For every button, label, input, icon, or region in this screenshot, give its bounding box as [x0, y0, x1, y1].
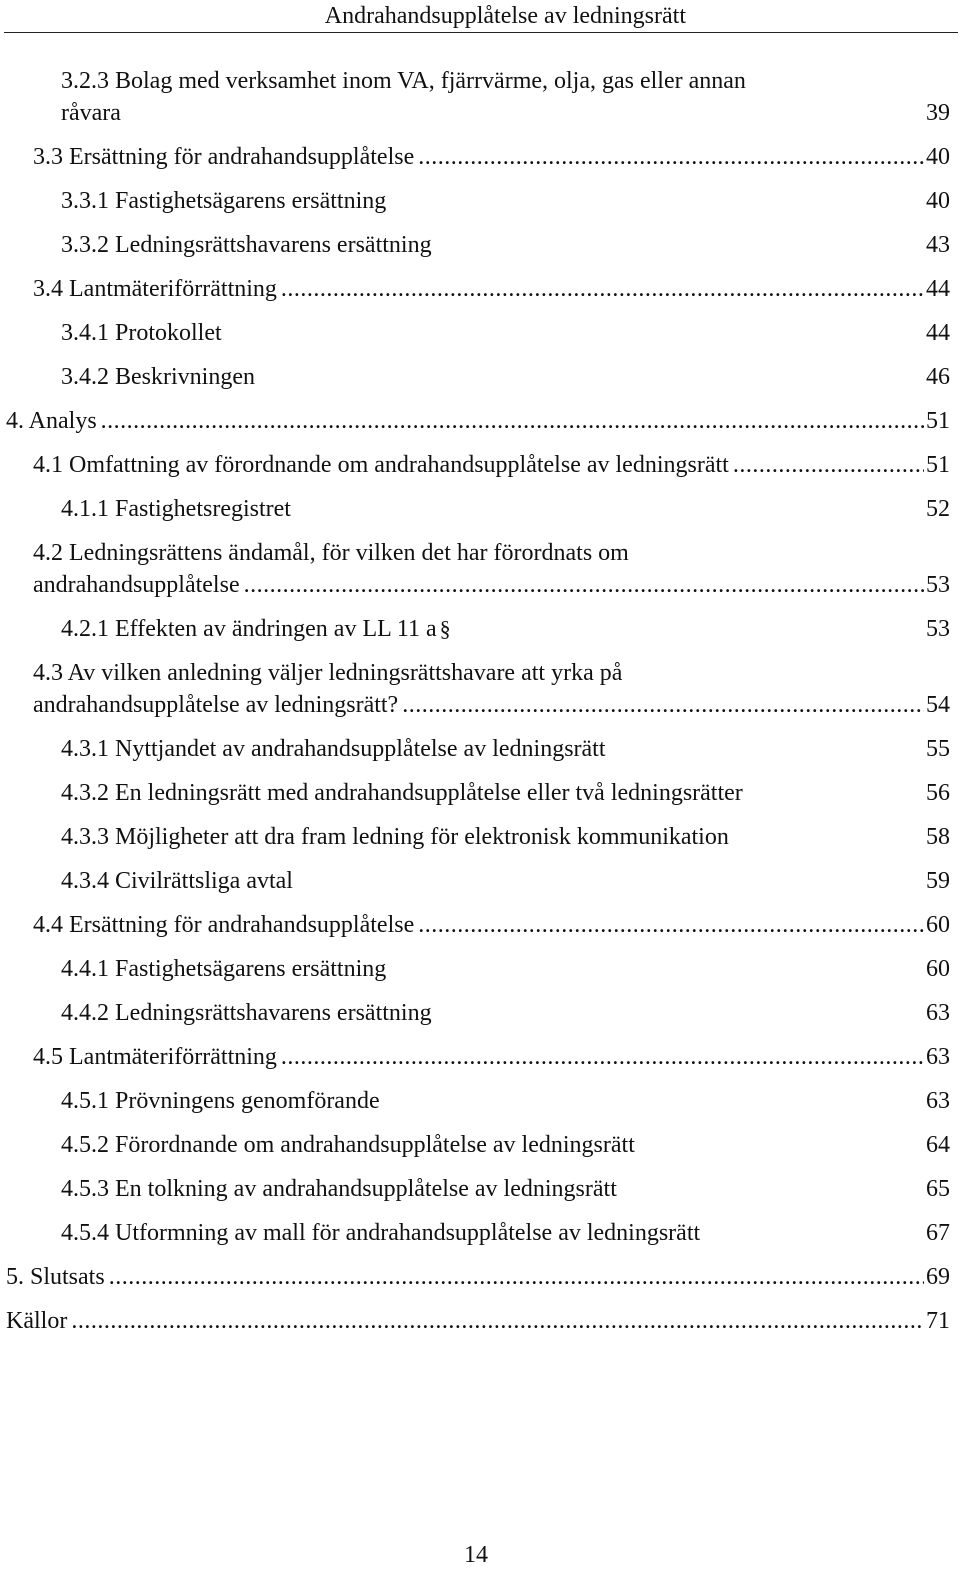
toc-entry-title-line2: andrahandsupplåtelse	[33, 572, 240, 598]
page-number: 14	[464, 1542, 488, 1568]
toc-entry-page: 58	[926, 824, 950, 850]
toc-leader-dots	[109, 1260, 924, 1294]
toc-entry[interactable]	[0, 1172, 960, 1206]
toc-leader-dots	[101, 404, 924, 438]
toc-entry[interactable]	[0, 228, 960, 262]
toc-entry-title: 3.2.3 Bolag med verksamhet inom VA, fjärrvärme, olja, gas eller annan	[61, 68, 746, 94]
toc-entry-page: 55	[926, 736, 950, 762]
toc-leader-dots	[281, 272, 924, 306]
toc-entry-page: 63	[926, 1044, 950, 1070]
toc-entry-title: 3.4.2 Beskrivningen	[61, 364, 255, 390]
toc-entry-title: 4.2.1 Effekten av ändringen av LL 11 a	[61, 616, 437, 642]
toc-entry-continuation[interactable]	[0, 568, 960, 602]
toc-entry-page: 53	[926, 572, 950, 598]
toc-entry-title: 4.4.2 Ledningsrättshavarens ersättning	[61, 1000, 432, 1026]
toc-entry-title: 4.5.2 Förordnande om andrahandsupplåtelse av ledningsrätt	[61, 1132, 635, 1158]
toc-entry[interactable]	[0, 864, 960, 898]
toc-entry[interactable]	[0, 64, 960, 98]
toc-entry-page: 67	[926, 1220, 950, 1246]
toc-entry[interactable]	[0, 448, 960, 482]
toc-entry-title: 4.3.4 Civilrättsliga avtal	[61, 868, 293, 894]
toc-entry-page: 64	[926, 1132, 950, 1158]
toc-entry-title: Källor	[6, 1308, 68, 1334]
toc-entry-page: 59	[926, 868, 950, 894]
toc-entry-page: 71	[926, 1308, 950, 1334]
toc-entry[interactable]	[0, 952, 960, 986]
toc-entry-page: 54	[926, 692, 950, 718]
toc-entry-title: 3.4 Lantmäteriförrättning	[33, 276, 277, 302]
toc-entry-page: 53	[926, 616, 950, 642]
toc-entry-title: 4.3 Av vilken anledning väljer ledningsrättshavare att yrka på	[33, 660, 623, 686]
toc-entry-title: 4.3.3 Möjligheter att dra fram ledning för elektronisk kommunikation	[61, 824, 729, 850]
toc-entry-continuation[interactable]	[0, 96, 960, 130]
toc-entry-title: 5. Slutsats	[6, 1264, 105, 1290]
toc-entry-title: 4.5 Lantmäteriförrättning	[33, 1044, 277, 1070]
toc-entry-continuation[interactable]	[0, 688, 960, 722]
toc-entry-title: 4.5.4 Utformning av mall för andrahandsupplåtelse av ledningsrätt	[61, 1220, 701, 1246]
toc-entry[interactable]	[0, 316, 960, 350]
toc-entry[interactable]	[0, 1040, 960, 1074]
toc-entry-page: 69	[926, 1264, 950, 1290]
toc-entry-title: 4.2 Ledningsrättens ändamål, för vilken det har förordnats om	[33, 540, 629, 566]
toc-entry-page: 39	[926, 100, 950, 126]
toc-entry-title: 4.3.2 En ledningsrätt med andrahandsupplåtelse eller två ledningsrätter	[61, 780, 743, 806]
toc-leader-dots	[244, 568, 924, 602]
toc-entry-title: 4.5.3 En tolkning av andrahandsupplåtelse av ledningsrätt	[61, 1176, 617, 1202]
toc-entry[interactable]	[0, 140, 960, 174]
toc-entry-page: 40	[926, 188, 950, 214]
toc-entry-page: 60	[926, 956, 950, 982]
toc-entry-page: 65	[926, 1176, 950, 1202]
toc-entry-title: 4.3.1 Nyttjandet av andrahandsupplåtelse av ledningsrätt	[61, 736, 606, 762]
toc-entry-title: 3.3.2 Ledningsrättshavarens ersättning	[61, 232, 432, 258]
toc-entry-page: 63	[926, 1000, 950, 1026]
toc-leader-dots	[733, 448, 924, 482]
toc-entry-page: 51	[926, 452, 950, 478]
toc-entry-page: 44	[926, 320, 950, 346]
toc-entry-page: 51	[926, 408, 950, 434]
toc-entry[interactable]	[0, 1260, 960, 1294]
toc-entry-page: 52	[926, 496, 950, 522]
toc-entry-title: 4.4.1 Fastighetsägarens ersättning	[61, 956, 387, 982]
toc-leader-dots	[71, 1304, 924, 1338]
toc-entry-title: 4.1.1 Fastighetsregistret	[61, 496, 291, 522]
toc-entry-title: 4.5.1 Prövningens genomförande	[61, 1088, 380, 1114]
toc-entry-page: 43	[926, 232, 950, 258]
toc-leader-dots	[418, 140, 924, 174]
toc-leader-dots	[402, 688, 924, 722]
running-header-title: Andrahandsupplåtelse av ledningsrätt	[324, 3, 686, 29]
toc-entry-page: 44	[926, 276, 950, 302]
toc-entry-title: 3.3 Ersättning för andrahandsupplåtelse	[33, 144, 415, 170]
toc-entry-title-line2: andrahandsupplåtelse av ledningsrätt?	[33, 692, 399, 718]
toc-entry[interactable]	[0, 732, 960, 766]
toc-entry[interactable]	[0, 820, 960, 854]
toc-entry[interactable]	[0, 536, 960, 570]
toc-leader-dots	[281, 1040, 924, 1074]
toc-entry[interactable]	[0, 1084, 960, 1118]
toc-entry[interactable]	[0, 1216, 960, 1250]
toc-entry-page: 46	[926, 364, 950, 390]
toc-entry-title: 3.4.1 Protokollet	[61, 320, 222, 346]
toc-entry-title: 4.1 Omfattning av förordnande om andrahandsupplåtelse av ledningsrätt	[33, 452, 729, 478]
toc-entry-page: 56	[926, 780, 950, 806]
toc-entry[interactable]	[0, 612, 960, 646]
toc-entry[interactable]	[0, 272, 960, 306]
toc-entry-title: 3.3.1 Fastighetsägarens ersättning	[61, 188, 387, 214]
toc-entry[interactable]	[0, 656, 960, 690]
toc-entry-title: 4.4 Ersättning för andrahandsupplåtelse	[33, 912, 415, 938]
toc-entry-page: 40	[926, 144, 950, 170]
toc-entry[interactable]	[0, 492, 960, 526]
toc-entry[interactable]	[0, 776, 960, 810]
section-sign-symbol: §	[439, 616, 451, 641]
toc-entry-title: 4. Analys	[6, 408, 97, 434]
toc-entry[interactable]	[0, 404, 960, 438]
toc-entry[interactable]	[0, 908, 960, 942]
toc-entry[interactable]	[0, 360, 960, 394]
toc-entry-title-line2: råvara	[61, 100, 121, 126]
toc-entry[interactable]	[0, 1304, 960, 1338]
toc-entry[interactable]	[0, 996, 960, 1030]
toc-leader-dots	[418, 908, 924, 942]
toc-entry-page: 63	[926, 1088, 950, 1114]
toc-entry-page: 60	[926, 912, 950, 938]
toc-entry[interactable]	[0, 184, 960, 218]
toc-entry[interactable]	[0, 1128, 960, 1162]
